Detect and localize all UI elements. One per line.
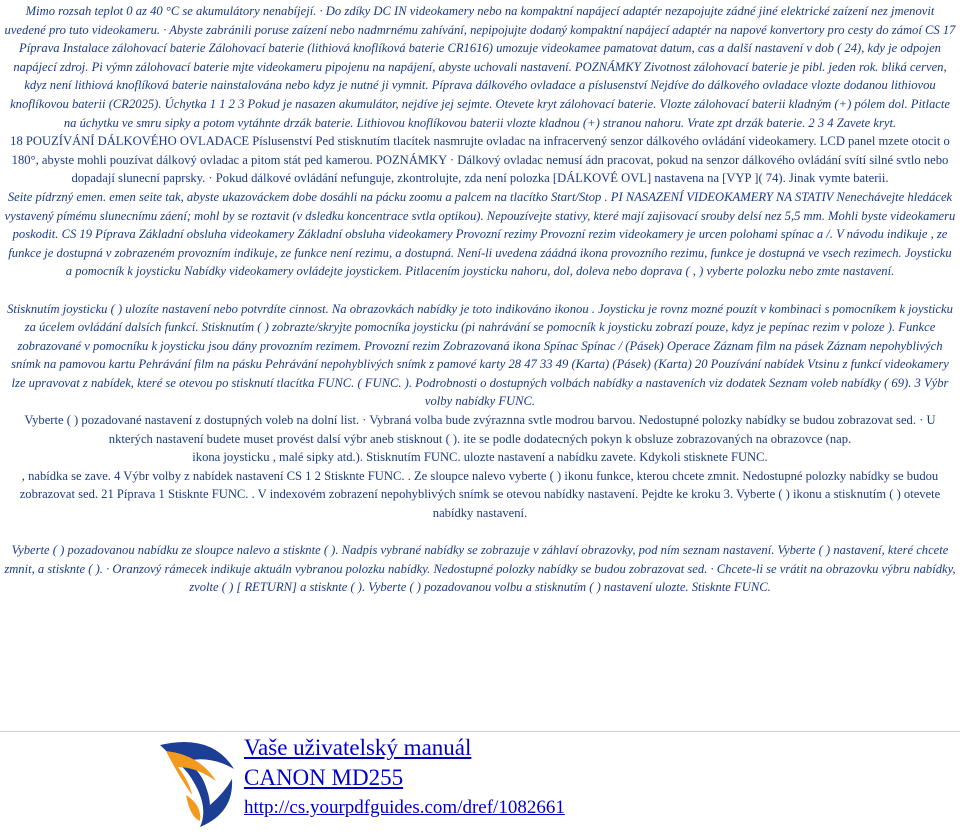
footer-divider — [0, 731, 960, 732]
paragraph-setup-menus: , nabídka se zave. 4 Výbr volby z nabídek nastavení CS 1 2 Stisknte FUNC. . Ze sloupce nalevo vyberte ( ) ikonu funkce, kterou chcete zmnit. Nedostupné polozky nabídky se budou zobrazovat sed. 21 Píprava 1 Stisknte FUNC. . V indexovém zobrazení nepohyblivých snímk se otevou nabídky nastavení. Pejdte ke kroku 3. Vyberte ( ) ikonu a stisknutím ( ) otevete nabídky nastavení. — [19, 468, 941, 521]
yourpdfguides-logo-icon — [150, 735, 242, 829]
footer-model-link[interactable]: CANON MD255 — [244, 765, 404, 790]
paragraph-select-setting: Vyberte ( ) pozadované nastavení z dostupných voleb na dolní list. · Vybraná volba bude zvýraznna svtle modrou barvou. Nedostupné polozky nabídky se budou zobrazovat sed. · U nkterých nastavení budete muset provést dalsí výbr aneb stisknout ( ). ite se podle dodatecných pokyn k obsluze zobrazovaných na obrazovce (nap. — [24, 413, 936, 446]
paragraph-menu-selection: Vyberte ( ) pozadovanou nabídku ze sloupce nalevo a stisknte ( ). Nadpis vybrané nabídky se zobrazuje v záhlaví obrazovky, pod ním seznam nastavení. Vyberte ( ) nastavení, které chcete zmnit, a stisknte ( ). · Oranzový rámecek indikuje aktuáln vybranou polozku nabídky. Nedostupné polozky nabídky se budou zobrazovat sed. · Chcete-li se vrátit na obrazovku výbru nabídky, zvolte ( ) [ RETURN] a stisknte ( ). Vyberte ( ) pozadovanou volbu a stisknutím ( ) nastavení ulozte. Stisknte FUNC. — [4, 543, 956, 595]
paragraph-joystick: Stisknutím joysticku ( ) ulozíte nastavení nebo potvrdíte cinnost. Na obrazovkách nabídky je toto indikováno ikonou . Joysticku je rovnz mozné pouzít v kombinaci s pomocníkem k joysticku za úcelem ovládání dalsích funkcí. Stisknutím ( ) zobrazte/skryjte pomocníka joysticku (pi nahrávání se pomocník k joysticku zobrazí pouze, kdyz je pepínac rezim v poloze ). Funkce zobrazované v pomocníku k joysticku jsou dány provozním rezimem. Provozní rezim Zobrazovaná ikona Spínac Spínac / (Pásek) Operace Záznam film na pásek Záznam nepohyblivých snímk na pamovou kartu Pehrávání film na pásku Pehrávání nepohyblivých snímk z pamové karty 28 47 33 49 (Karta) (Pásek) (Karta) 20 Pouzívání nabídek Vtsinu z funkcí videokamery lze upravovat z nabídek, které se otevou po stisknutí tlacítka FUNC. ( FUNC. ). Podrobnosti o dostupných volbách nabídky a nastaveních viz dodatek Seznam voleb nabídky ( 69). 3 Výbr volby nabídky FUNC. — [7, 301, 953, 409]
footer-manual-link[interactable]: Vaše uživatelský manuál — [244, 735, 472, 760]
paragraph-save-setting: ikona joysticku , malé sipky atd.). Stisknutím FUNC. ulozte nastavení a nabídku zavete. Kdykoli stisknete FUNC. — [192, 450, 768, 465]
footer-url-link[interactable]: http://cs.yourpdfguides.com/dref/1082661 — [244, 797, 565, 818]
paragraph-remote-control: 18 POUZÍVÁNÍ DÁLKOVÉHO OVLADACE Píslusenství Ped stisknutím tlacítek nasmrujte ovladac na infracervený senzor dálkového ovládání videokamery. LCD panel mzete otocit o 180°, abyste mohli pouzívat dálkový ovladac a pitom stát ped kamerou. POZNÁMKY · Dálkový ovladac nemusí ádn pracovat, pokud na senzor dálkového ovládání svítí silné svtlo nebo dopadají slunecní paprsky. · Pokud dálkové ovládání nefunguje, zkontrolujte, zda není polozka [DÁLKOVÉ OVL] nastavena na [VYP ]( 74). Jinak vymte baterii. — [10, 134, 950, 186]
paragraph-battery-backup: Mimo rozsah teplot 0 az 40 °C se akumulátory nenabíjejí. · Do zdíky DC IN videokamery nebo na kompaktní napájecí adaptér nezapojujte zádné jiné elektrické zaízení nez jmenovit uvedené pro tuto videokameru. · Abyste zabránili poruse zaízení nebo nadmrnému zahívání, nepipojujte dodaný kompaktní napájecí adaptér na napové konvertory pro cesty do zámoí CS 17 Píprava Instalace zálohovací baterie Zálohovací baterie (lithiová knoflíková baterie CR1616) umozuje videokamee pamatovat datum, cas a další nastavení v dob ( 24), kdy je odpojen napájecí zdroj. Pi výmn zálohovací baterie mjte videokameru pipojenu na napájení, abyste uchovali nastavení. POZNÁMKY Zivotnost zálohovací baterie je pibl. jeden rok. bliká cerven, kdyz není lithiová knoflíková baterie nainstalována nebo kdyz je nutné ji vymnit. Píprava dálkového ovladace a píslusenství Nejdíve do dálkového ovladace vlozte dodanou lithiovou knoflíkovou baterii (CR2025). Úchytka 1 1 2 3 Pokud je nasazen akumulátor, nejdíve jej sejmte. Otevete kryt zálohovací baterie. Vlozte zálohovací baterii kladným (+) pólem dol. Pitlacte na úchytku ve smru sipky a potom vytáhnte drzák baterie. Lithiovou knoflíkovou baterii vlozte kladnou (+) stranou nahoru. Vrate zpt drzák baterie. 2 3 4 Zavete kryt. — [4, 4, 956, 130]
footer — [0, 731, 960, 831]
manual-text — [4, 2, 956, 597]
paragraph-basic-operation: Seite pídrzný emen. emen seite tak, abyste ukazováckem dobe dosáhli na pácku zoomu a palcem na tlacítko Start/Stop . PI NASAZENÍ VIDEOKAMERY NA STATIV Nenechávejte hledácek vystavený pímému slunecnímu záení; mohl by se roztavit (v dsledku koncentrace svtla optikou). Nepouzívejte stativy, které mají zajisovací srouby delsí nez 5,5 mm. Mohli byste videokameru poskodit. CS 19 Píprava Základní obsluha videokamery Základní obsluha videokamery Provozní rezimy Provozní rezim videokamery je urcen polohami spínac a /. V návodu indikuje , ze funkce je dostupná v zobrazeném provozním indikuje, ze funkce není rezimu, a dostupná. Není-li uvedena záádná ikona provozního rezimu, funkce je dostupná ve vsech rezimech. Joysticku a pomocník k joysticku Nabídky videokamery ovládejte joystickem. Pitlacením joysticku nahoru, dol, doleva nebo doprava ( , ) vyberte polozku nebo zmte nastavení. — [4, 189, 956, 279]
